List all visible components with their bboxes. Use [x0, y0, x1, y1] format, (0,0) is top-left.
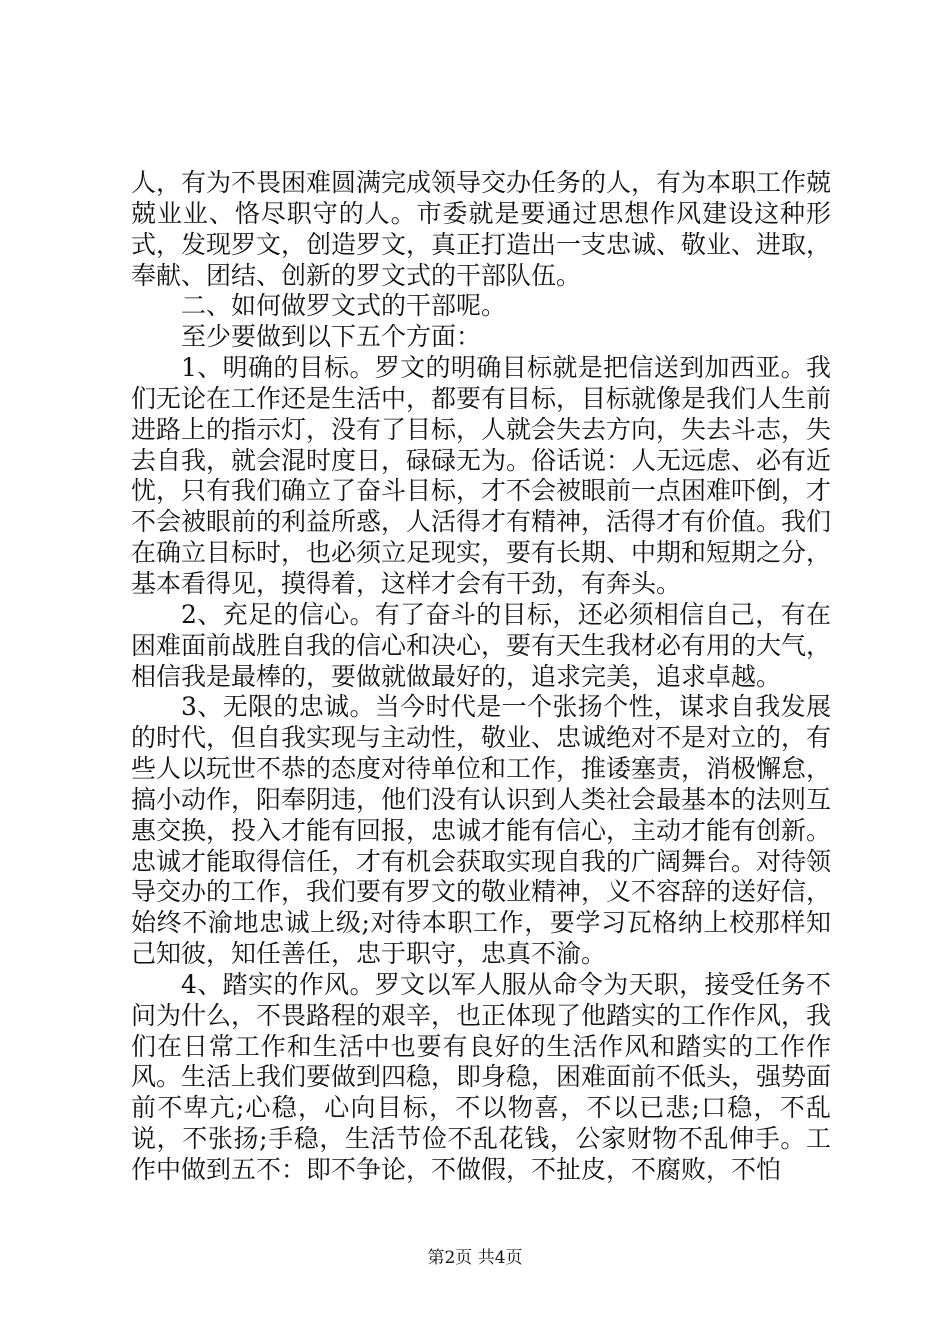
paragraph-intro: 至少要做到以下五个方面：: [181, 322, 482, 352]
document-body: [131, 168, 831, 1186]
section-heading-2: 二、如何做罗文式的干部呢。: [181, 291, 507, 321]
paragraph-item-1: 1、明确的目标。罗文的明确目标就是把信送到加西亚。我们无论在工作还是生活中，都要有目标，目标就像是我们人生前进路上的指示灯，没有了目标，人就会失去方向，失去斗志，失去自我，就会混时度日，碌碌无为。俗话说：人无远虑、必有近忧，只有我们确立了奋斗目标，才不会被眼前一点困难吓倒，才不会被眼前的利益所惑，人活得才有精神，活得才有价值。我们在确立目标时，也必须立足现实，要有长期、中期和短期之分，基本看得见，摸得着，这样才会有干劲，有奔头。: [131, 353, 832, 598]
paragraph-item-3: 3、无限的忠诚。当今时代是一个张扬个性，谋求自我发展的时代，但自我实现与主动性，敬业、忠诚绝对不是对立的，有些人以玩世不恭的态度对待单位和工作，推诿塞责，消极懈怠，搞小动作，阳奉阴违，他们没有认识到人类社会最基本的法则互惠交换，投入才能有回报，忠诚才能有信心，主动才能有创新。忠诚才能取得信任，才有机会获取实现自我的广阔舞台。对待领导交办的工作，我们要有罗文的敬业精神，义不容辞的送好信，始终不渝地忠诚上级;对待本职工作，要学习瓦格纳上校那样知己知彼，知任善任，忠于职守，忠真不渝。: [131, 692, 832, 969]
page-number-footer: 第2页 共4页: [427, 1248, 523, 1268]
paragraph-item-4: 4、踏实的作风。罗文以军人服从命令为天职，接受任务不问为什么，不畏路程的艰辛，也正体现了他踏实的工作作风，我们在日常工作和生活中也要有良好的生活作风和踏实的工作作风。生活上我们要做到四稳，即身稳，困难面前不低头，强势面前不卑亢;心稳，心向目标，不以物喜，不以已悲;口稳，不乱说，不张扬;手稳，生活节俭不乱花钱，公家财物不乱伸手。工作中做到五不：即不争论，不做假，不扯皮，不腐败，不怕: [131, 969, 832, 1184]
paragraph-continued: 人，有为不畏困难圆满完成领导交办任务的人，有为本职工作兢兢业业、恪尽职守的人。市委就是要通过思想作风建设这种形式，发现罗文，创造罗文，真正打造出一支忠诚、敬业、进取，奉献、团结、创新的罗文式的干部队伍。: [131, 168, 832, 290]
paragraph-item-2: 2、充足的信心。有了奋斗的目标，还必须相信自己，有在困难面前战胜自我的信心和决心，要有天生我材必有用的大气，相信我是最棒的，要做就做最好的，追求完美，追求卓越。: [131, 599, 832, 691]
